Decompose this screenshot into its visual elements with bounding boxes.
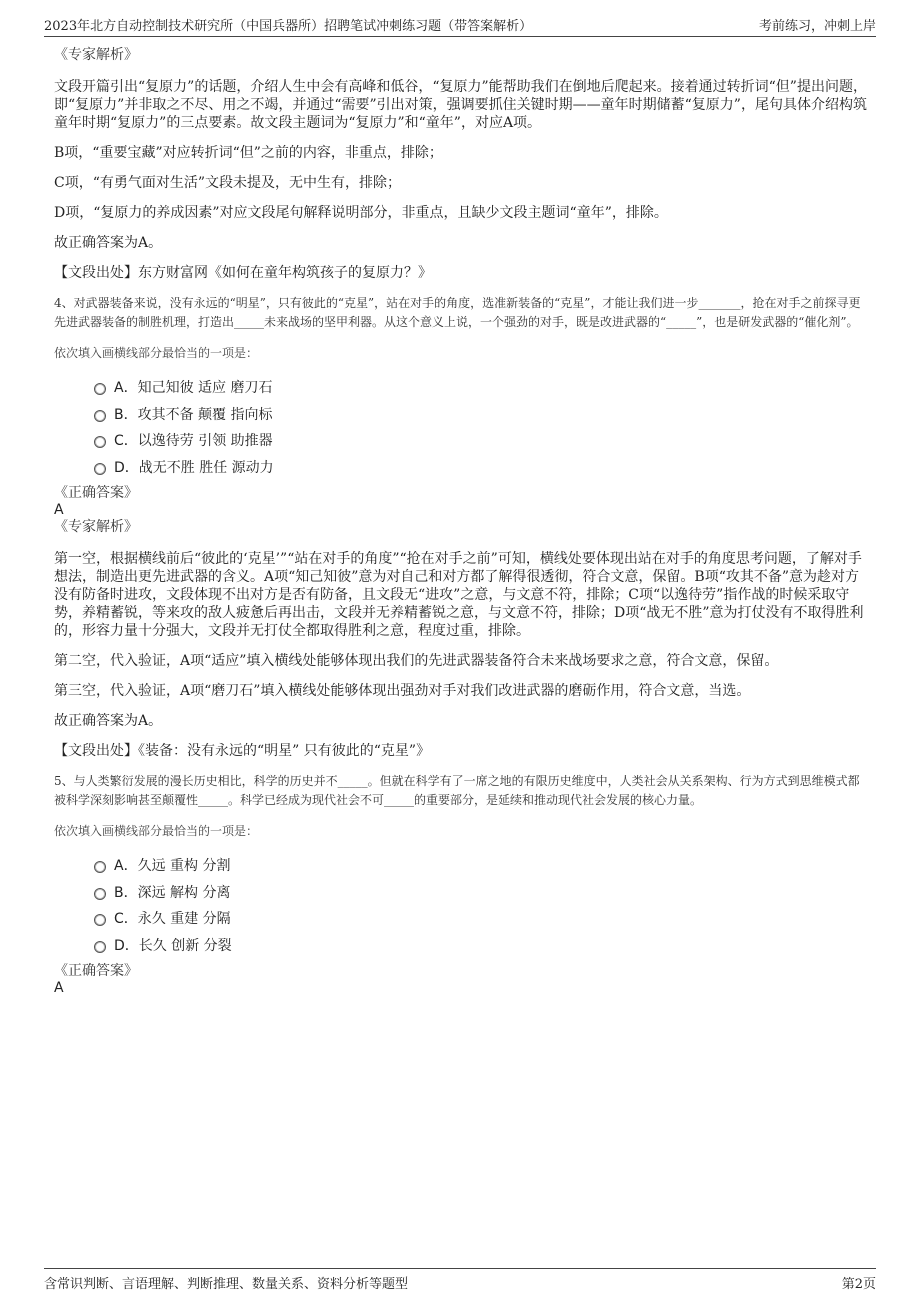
analysis-conclusion: 故正确答案为A。 — [54, 235, 163, 251]
question-4-prompt: 依次填入画横线部分最恰当的一项是： — [54, 346, 259, 360]
page-footer — [44, 1268, 876, 1292]
radio-icon[interactable] — [94, 463, 106, 475]
analysis-label: 《专家解析》 — [54, 47, 138, 63]
page-header — [44, 8, 876, 37]
page-number: 第2页 — [841, 1277, 876, 1292]
option-b[interactable] — [94, 879, 870, 906]
option-a[interactable] — [94, 374, 870, 401]
option-label: D．战无不胜 胜任 源动力 — [114, 459, 274, 476]
source-citation: 【文段出处】东方财富网《如何在童年构筑孩子的复原力？》 — [54, 265, 432, 281]
answer-value: A — [54, 502, 64, 518]
analysis-blank-2: 第二空，代入验证，A项“适应”填入横线处能够体现出我们的先进武器装备符合未来战场要求之意，符合文意，保留。 — [54, 653, 779, 669]
option-label: A．久远 重构 分割 — [114, 858, 231, 875]
header-slogan: 考前练习，冲刺上岸 — [758, 19, 876, 34]
radio-icon[interactable] — [94, 410, 106, 422]
page-content — [54, 40, 870, 996]
option-a[interactable] — [94, 852, 870, 879]
analysis-option-d: D项，“复原力的养成因素”对应文段尾句解释说明部分，非重点，且缺少文段主题词“童年”，排除。 — [54, 205, 668, 221]
footer-description: 含常识判断、言语理解、判断推理、数量关系、资料分析等题型 — [44, 1277, 409, 1292]
option-label: C．永久 重建 分隔 — [114, 911, 231, 928]
option-label: B．深远 解构 分离 — [114, 884, 231, 901]
analysis-paragraph: 文段开篇引出“复原力”的话题，介绍人生中会有高峰和低谷，“复原力”能帮助我们在倒地后爬起来。接着通过转折词“但”提出问题，即“复原力”并非取之不尽、用之不竭，并通过“需要”引出对策，强调要抓住关键时期——童年时期储蓄“复原力”，尾句具体介绍构筑童年时期“复原力”的三点要素。故文段主题词为“复原力”和“童年”，对应A项。 — [54, 79, 867, 131]
question-4-options — [54, 374, 870, 480]
document-title: 2023年北方自动控制技术研究所（中国兵器所）招聘笔试冲刺练习题（带答案解析） — [44, 19, 533, 34]
answer-label: 《正确答案》 — [54, 485, 138, 501]
answer-label: 《正确答案》 — [54, 963, 138, 979]
radio-icon[interactable] — [94, 941, 106, 953]
option-label: C．以逸待劳 引领 助推器 — [114, 433, 273, 450]
analysis-blank-3: 第三空，代入验证，A项“磨刀石”填入横线处能够体现出强劲对手对我们改进武器的磨砺作用，符合文意，当选。 — [54, 683, 751, 699]
option-b[interactable] — [94, 401, 870, 428]
analysis-blank-1: 第一空，根据横线前后“彼此的‘克星’”“站在对手的角度”“抢在对手之前”可知，横线处要体现出站在对手的角度思考问题，了解对手想法，制造出更先进武器的含义。A项“知己知彼”意为对自己和对方都了解得很透彻，符合文意，保留。B项“攻其不备”意为趁对方没有防备时进攻，文段体现不出对方是否有防备，且文段无“进攻”之意，与文意不符，排除；C项“以逸待劳”指作战的时候采取守势，养精蓄锐，等来攻的敌人疲惫后再出击，文段并无养精蓄锐之意，与文意不符，排除；D项“战无不胜”意为打仗没有不取得胜利的，形容力量十分强大，文段并无打仗全都取得胜利之意，程度过重，排除。 — [54, 551, 864, 639]
question-4-stem: 4、对武器装备来说，没有永远的“明星”，只有彼此的“克星”，站在对手的角度，选准新装备的“克星”，才能让我们进一步_______，抢在对手之前探寻更先进武器装备的制胜机理，打造出_____未来战场的坚甲利器。从这个意义上说，一个强劲的对手，既是改进武器的“_____”，也是研发武器的“催化剂”。 — [54, 296, 861, 329]
option-label: D．长久 创新 分裂 — [114, 937, 232, 954]
option-label: A．知己知彼 适应 磨刀石 — [114, 380, 273, 397]
option-d[interactable] — [94, 932, 870, 959]
radio-icon[interactable] — [94, 383, 106, 395]
analysis-option-b: B项，“重要宝藏”对应转折词“但”之前的内容，非重点，排除； — [54, 145, 443, 161]
question-5-prompt: 依次填入画横线部分最恰当的一项是： — [54, 824, 259, 838]
radio-icon[interactable] — [94, 914, 106, 926]
analysis-conclusion: 故正确答案为A。 — [54, 713, 163, 729]
radio-icon[interactable] — [94, 888, 106, 900]
option-d[interactable] — [94, 454, 870, 481]
analysis-option-c: C项，“有勇气面对生活”文段未提及，无中生有，排除； — [54, 175, 402, 191]
option-label: B．攻其不备 颠覆 指向标 — [114, 406, 273, 423]
source-citation: 【文段出处】《装备：没有永远的“明星” 只有彼此的“克星”》 — [54, 743, 431, 759]
question-5-options — [54, 852, 870, 958]
option-c[interactable] — [94, 905, 870, 932]
answer-value: A — [54, 980, 64, 996]
analysis-label: 《专家解析》 — [54, 519, 138, 535]
option-c[interactable] — [94, 427, 870, 454]
radio-icon[interactable] — [94, 436, 106, 448]
radio-icon[interactable] — [94, 861, 106, 873]
question-5-stem: 5、与人类繁衍发展的漫长历史相比，科学的历史并不_____。但就在科学有了一席之地的有限历史维度中，人类社会从关系架构、行为方式到思维模式都被科学深刻影响甚至颠覆性_____。科学已经成为现代社会不可_____的重要部分，是延续和推动现代社会发展的核心力量。 — [54, 774, 860, 807]
